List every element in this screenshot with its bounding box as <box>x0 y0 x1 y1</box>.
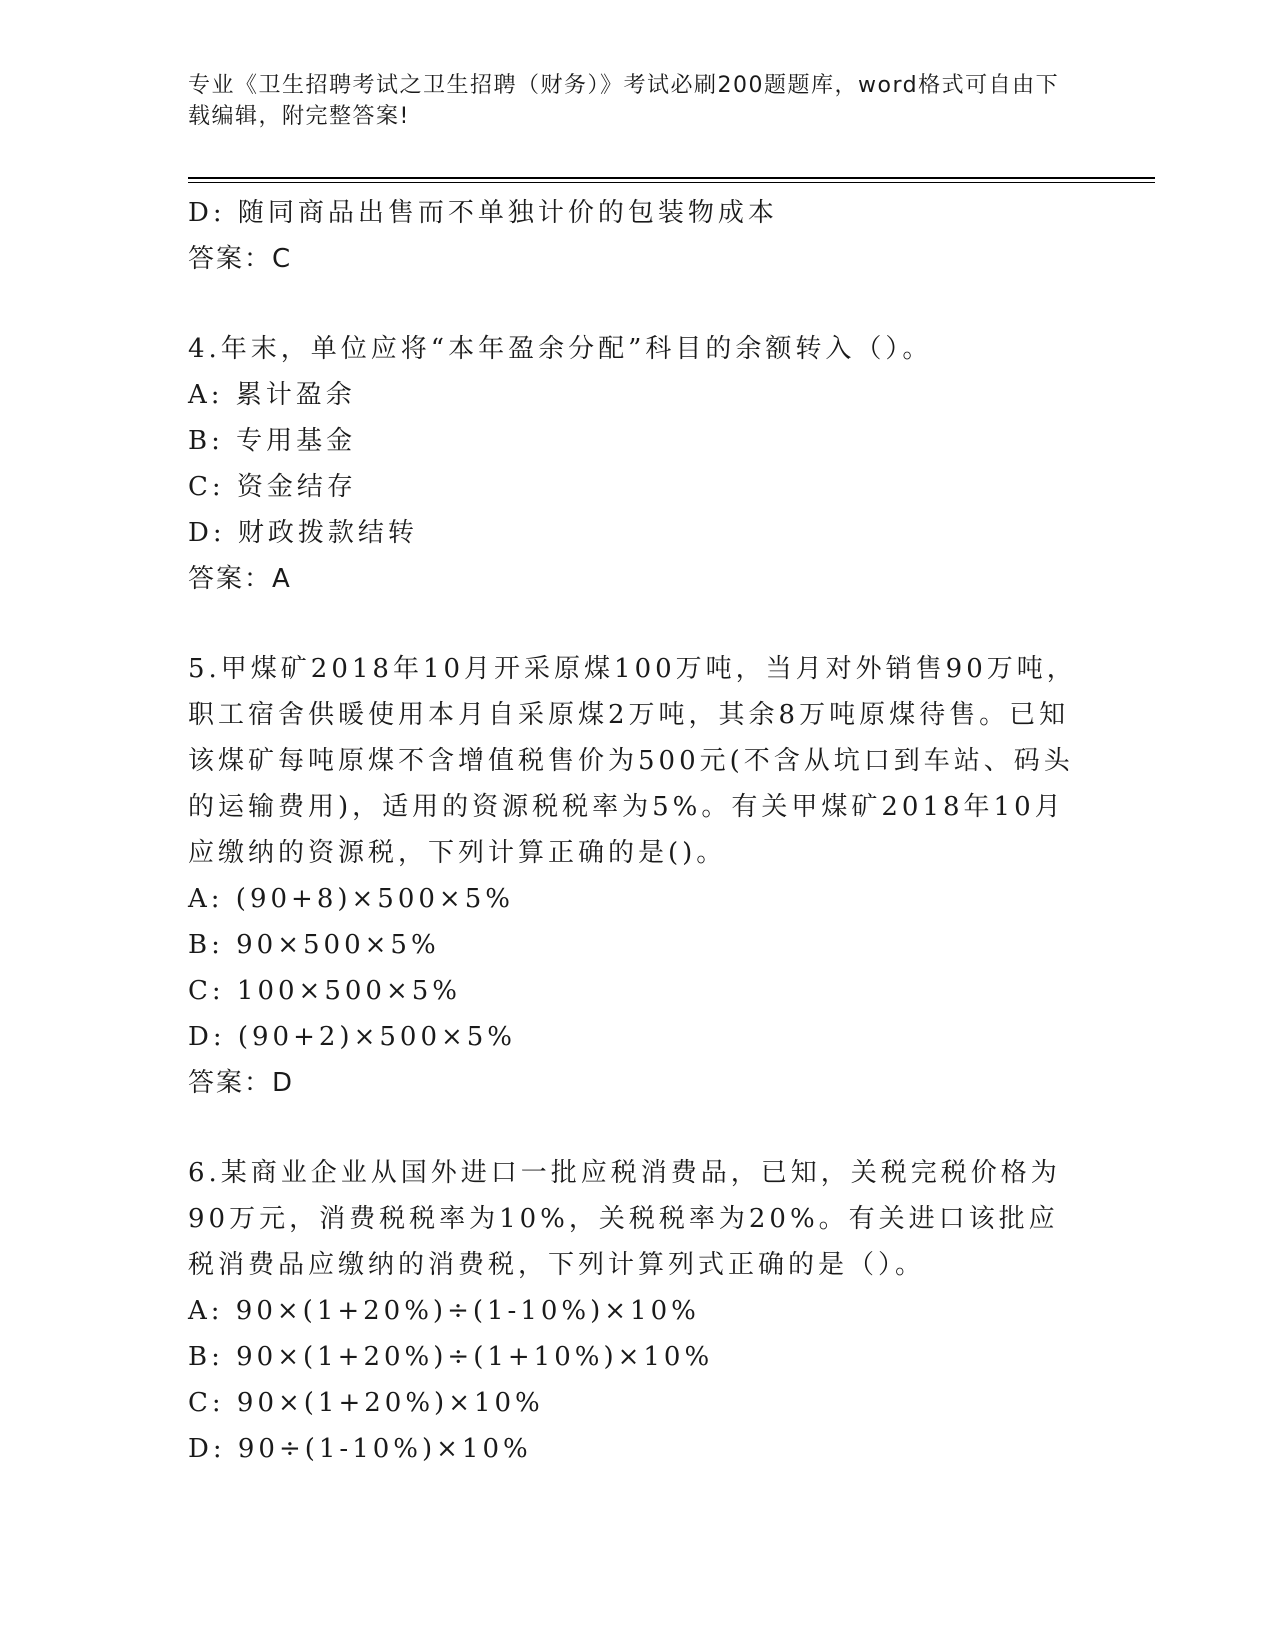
question-6 <box>188 1150 1088 1472</box>
answer-label: 答案：C <box>188 244 293 274</box>
page-header: 专业《卫生招聘考试之卫生招聘（财务）》考试必刷200题题库，word格式可自由下载编辑，附完整答案! <box>188 73 1060 129</box>
option-a: A: 累计盈余 <box>188 380 356 410</box>
option-c: C: 90×(1+20%)×10% <box>188 1388 544 1418</box>
option-d: D: (90+2)×500×5% <box>188 1022 517 1052</box>
option-b: B: 90×(1+20%)÷(1+10%)×10% <box>188 1342 714 1372</box>
answer-label: 答案：D <box>188 1068 295 1098</box>
option-d: D: 财政拨款结转 <box>188 518 418 548</box>
option-c: C: 资金结存 <box>188 472 357 502</box>
option-a: A: (90+8)×500×5% <box>188 884 514 914</box>
question-4 <box>188 326 1088 602</box>
option-c: C: 100×500×5% <box>188 976 461 1006</box>
question-3-partial <box>188 190 1088 282</box>
header-rule-thick <box>188 177 1155 179</box>
question-content <box>188 190 1088 1472</box>
option-d: D: 90÷(1-10%)×10% <box>188 1434 532 1464</box>
option-a: A: 90×(1+20%)÷(1-10%)×10% <box>188 1296 700 1326</box>
question-stem: 4.年末，单位应将“本年盈余分配”科目的余额转入（）。 <box>188 334 933 364</box>
option-b: B: 90×500×5% <box>188 930 440 960</box>
answer-label: 答案：A <box>188 564 292 594</box>
question-5 <box>188 646 1088 1106</box>
option-d: D: 随同商品出售而不单独计价的包装物成本 <box>188 198 778 228</box>
question-stem: 6.某商业企业从国外进口一批应税消费品，已知，关税完税价格为90万元，消费税税率为10%，关税税率为20%。有关进口该批应税消费品应缴纳的消费税，下列计算列式正确的是（）。 <box>188 1158 1061 1280</box>
option-b: B: 专用基金 <box>188 426 357 456</box>
header-rule-thin <box>188 182 1155 183</box>
question-stem: 5.甲煤矿2018年10月开采原煤100万吨，当月对外销售90万吨，职工宿舍供暖使用本月自采原煤2万吨，其余8万吨原煤待售。已知该煤矿每吨原煤不含增值税售价为500元(不含从坑口到车站、码头的运输费用)，适用的资源税税率为5%。有关甲煤矿2018年10月应缴纳的资源税，下列计算正确的是()。 <box>188 654 1077 868</box>
